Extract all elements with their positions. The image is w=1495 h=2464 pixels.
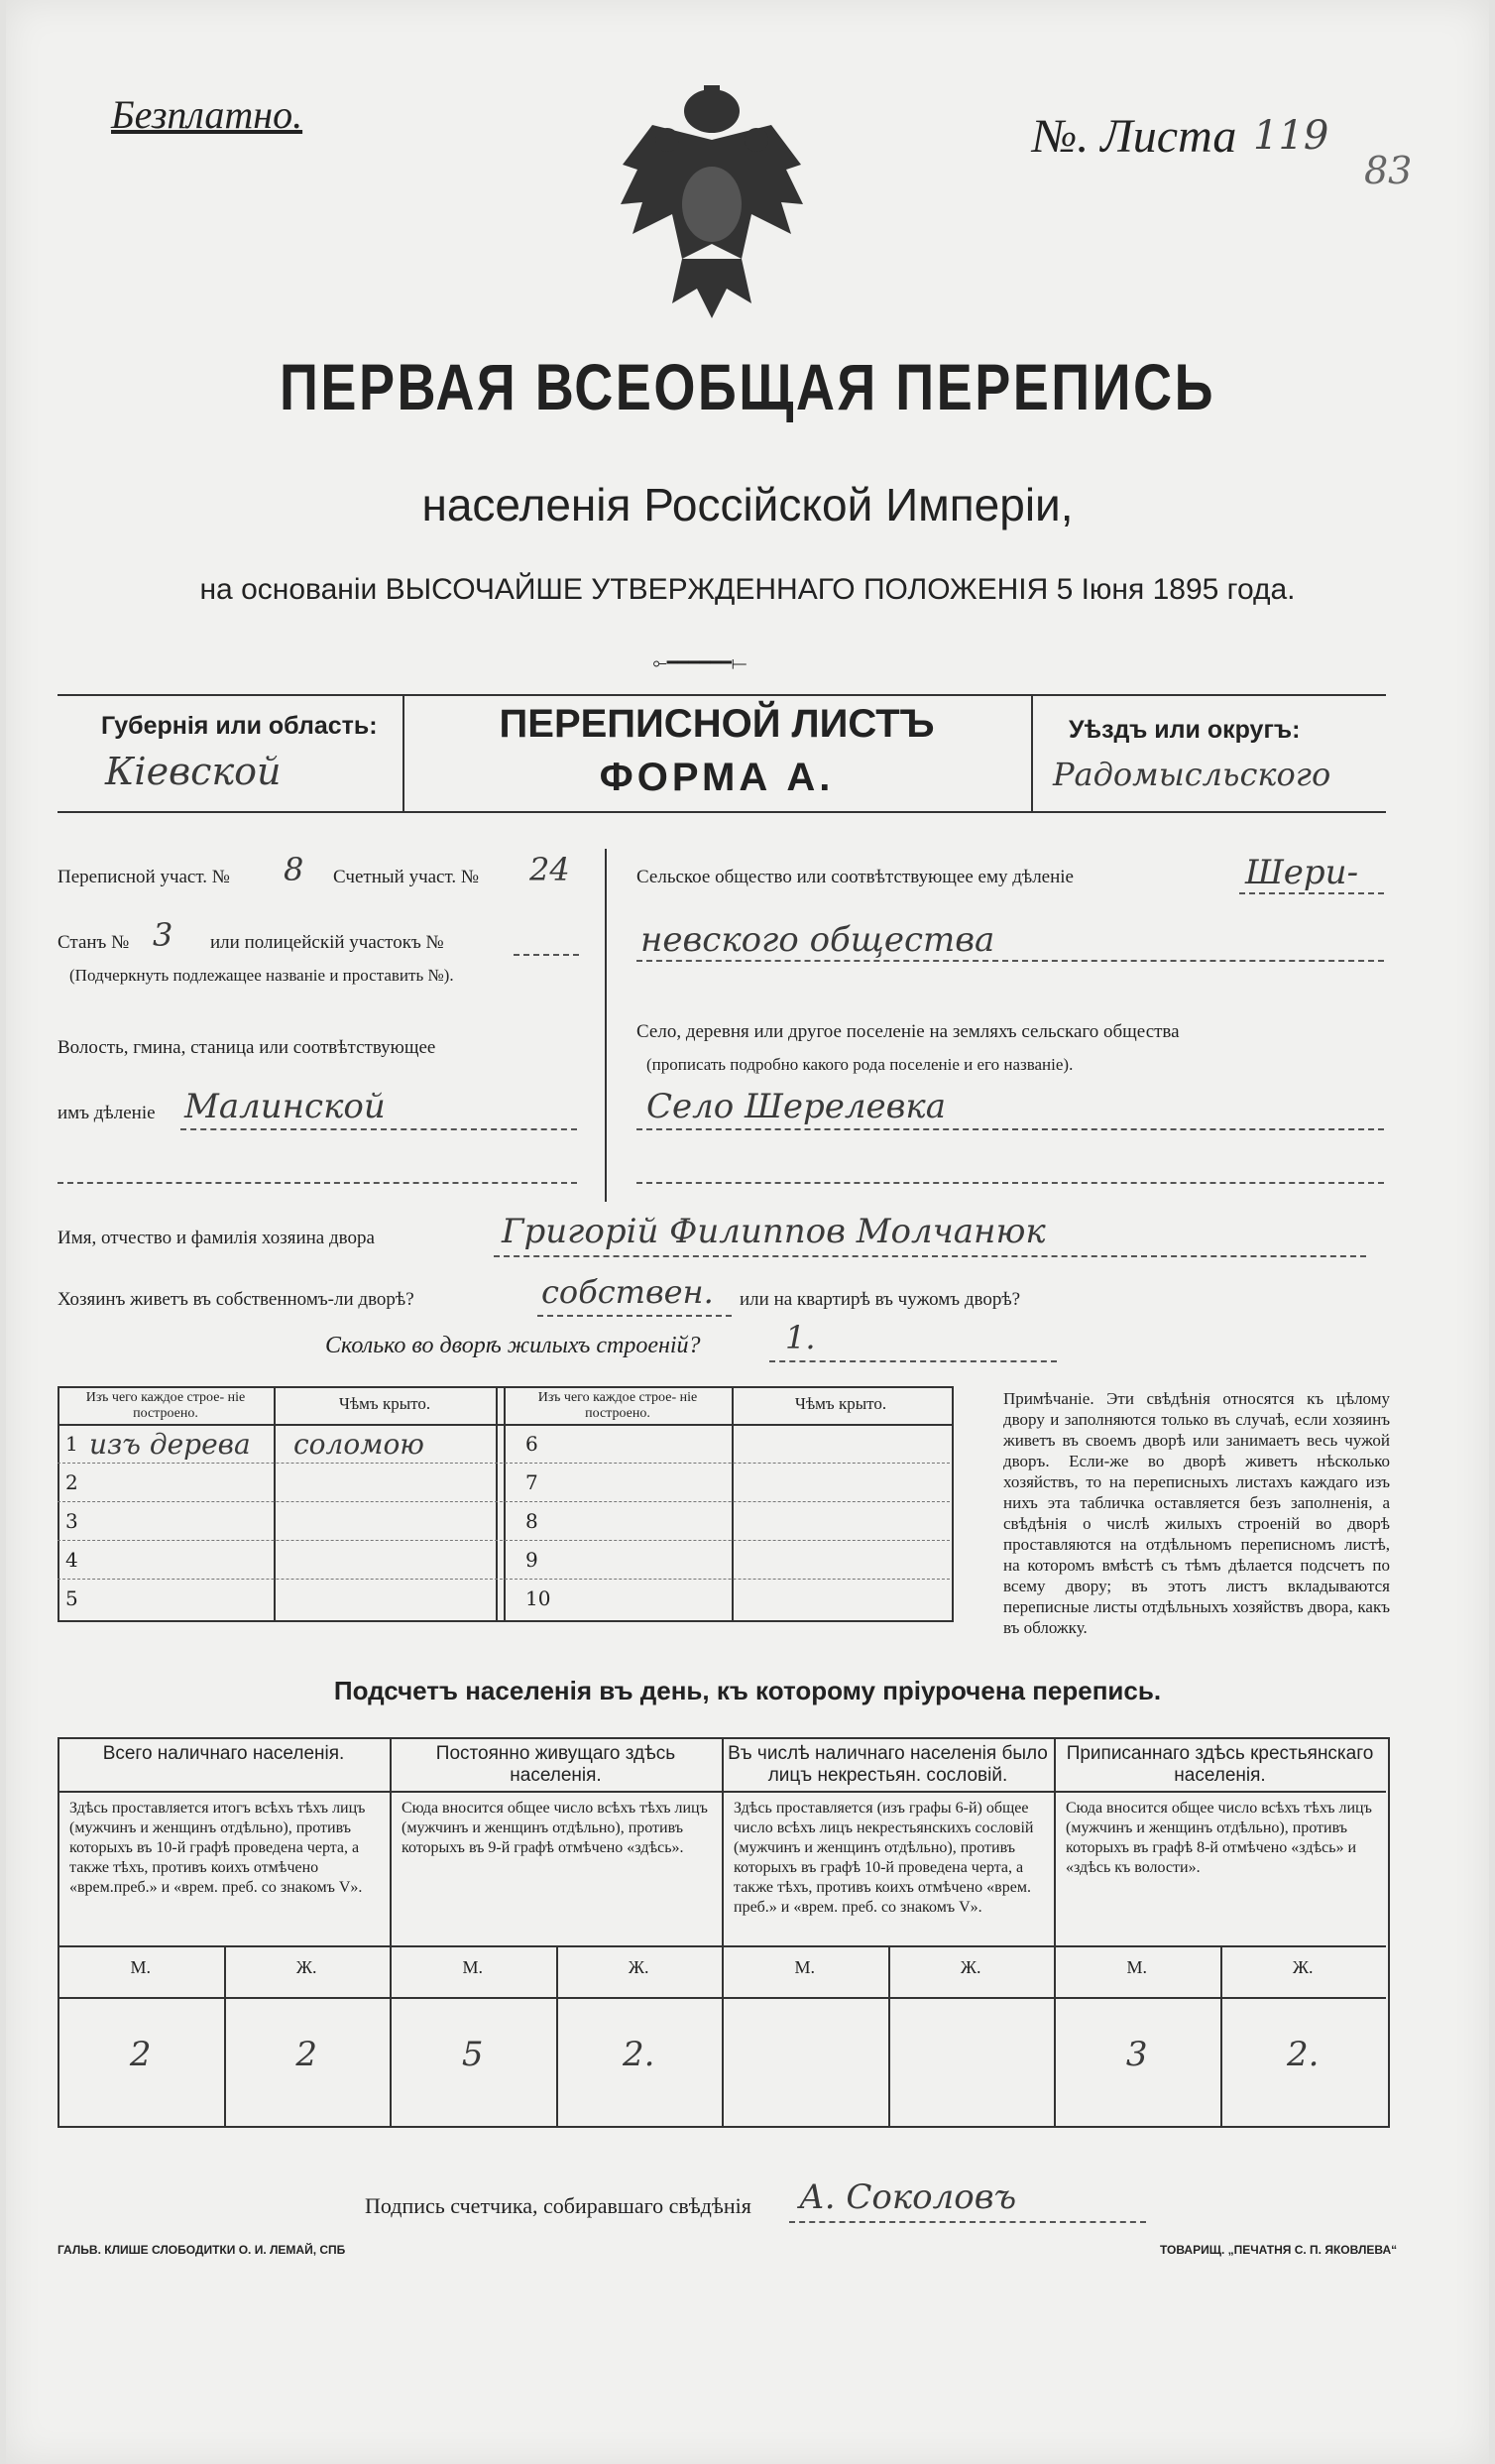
gubernia-value: Кіевской: [105, 750, 282, 793]
basis-line: на основаніи ВЫСОЧАЙШЕ УТВЕРЖДЕННАГО ПОЛОЖЕНІЯ 5 Іюня 1895 года.: [199, 573, 1296, 606]
perepisnoi-label: Переписной участ. №: [58, 867, 230, 887]
obshchestvo-value-1: Шери-: [1245, 853, 1359, 892]
lives-label: Хозяинъ живетъ въ собственномъ-ли дворѣ?: [58, 1289, 414, 1310]
count-f-value: 2.: [623, 2035, 655, 2074]
schetny-value: 24: [529, 851, 570, 888]
count-m-label: М.: [130, 1957, 151, 1977]
count-col-head: Приписаннаго здѣсь крестьянскаго населенія.: [1066, 1743, 1374, 1786]
count-col-head: Въ числѣ наличнаго населенія было лицъ некрестьян. сословій.: [728, 1743, 1048, 1786]
count-m-label: М.: [1126, 1957, 1147, 1977]
bt-left-row-number: 4: [65, 1548, 78, 1572]
selo-value: Село Шерелевка: [646, 1087, 946, 1126]
bt-right-row-number: 8: [525, 1509, 538, 1533]
corner-number: 83: [1364, 149, 1413, 192]
main-title: ПЕРВАЯ ВСЕОБЩАЯ ПЕРЕПИСЬ: [280, 350, 1215, 423]
lives-value: собствен.: [541, 1273, 714, 1311]
count-col-head: Всего наличнаго населенія.: [102, 1743, 345, 1764]
buildings-value: 1.: [785, 1319, 816, 1356]
obshchestvo-value-2: невского общества: [640, 920, 995, 960]
volost-value: Малинской: [184, 1087, 386, 1126]
bt-row1-material: изъ дерева: [89, 1428, 251, 1461]
count-f-label: Ж.: [628, 1957, 649, 1977]
underline-note: (Подчеркнуть подлежащее названіе и проставить №).: [69, 966, 454, 985]
free-label: Безплатно.: [111, 92, 303, 137]
census-sheet: [6, 0, 1489, 2464]
imperial-eagle-icon: [613, 85, 811, 323]
count-f-label: Ж.: [295, 1957, 317, 1977]
perepisnoi-value: 8: [284, 851, 304, 888]
count-col-desc: Сюда вносится общее число всѣхъ тѣхъ лицъ (мужчинъ и женщинъ отдѣльно), противъ которыхъ въ 9-й графѣ отмѣчено «здѣсь».: [402, 1800, 708, 1856]
count-col-divider: [722, 1737, 724, 2126]
lives-label-2: или на квартирѣ въ чужомъ дворѣ?: [740, 1289, 1021, 1310]
count-f-label: Ж.: [960, 1957, 981, 1977]
bt-col1-header: Изъ чего каждое строе- ніе построено.: [85, 1390, 246, 1421]
bt-col3-header: Изъ чего каждое строе- ніе построено.: [537, 1390, 698, 1421]
volost-label: Волость, гмина, станица или соотвѣтствующее: [58, 1037, 436, 1058]
count-col-desc: Здѣсь проставляется итогъ всѣхъ тѣхъ лицъ (мужчинъ и женщинъ отдѣльно), противъ которыхъ въ 10-й графѣ проведена черта, а также тѣхъ, противъ коихъ отмѣчено «врем.преб.» и «врем. преб. со знакомъ V».: [69, 1800, 366, 1896]
bt-col2-header: Чѣмъ крыто.: [338, 1394, 431, 1413]
stan-label: Станъ №: [58, 932, 130, 953]
count-m-label: М.: [794, 1957, 815, 1977]
schetny-label: Счетный участ. №: [333, 867, 479, 887]
bt-row-divider: [58, 1579, 950, 1580]
sheet-number-value: 119: [1253, 113, 1329, 159]
bt-left-row-number: 5: [65, 1586, 78, 1610]
bt-row1-roof: соломою: [293, 1428, 424, 1461]
sheet-number-label: №. Листа: [1032, 110, 1237, 163]
count-f-value: 2: [295, 2035, 318, 2074]
bt-right-row-number: 10: [525, 1586, 551, 1610]
footer-right: ТОВАРИЩ. „ПЕЧАТНЯ С. П. ЯКОВЛЕВА“: [1160, 2243, 1398, 2257]
bt-left-row-number: 2: [65, 1470, 78, 1494]
owner-name-label: Имя, отчество и фамилія хозяина двора: [58, 1228, 375, 1248]
note-text: Примѣчаніе. Эти свѣдѣнія относятся къ цѣлому двору и заполняются только въ случаѣ, если хозяинъ живетъ въ своемъ дворѣ или занимаетъ весь чужой дворъ. Если-же во дворѣ живетъ нѣсколько хозяйствъ, то на переписныхъ листахъ каждаго изъ нихъ эта табличка оставляется безъ заполненія, а свѣдѣнія о числѣ жилыхъ строеній во дворѣ проставляются на отдѣльномъ переписномъ листѣ, на которомъ вмѣстѣ съ тѣмъ дѣлается подсчетъ по всему двору; въ этотъ листъ вкладываются переписные листы отдѣльныхъ хозяйствъ двора, какъ въ обложку.: [1003, 1389, 1390, 1637]
form-letter: ФОРМА А.: [599, 756, 835, 799]
bt-right-row-number: 7: [525, 1470, 538, 1494]
bt-row-divider: [58, 1540, 950, 1541]
bt-left-row-number: 1: [65, 1432, 78, 1456]
bt-row-divider: [58, 1501, 950, 1502]
obshchestvo-label: Сельское общество или соотвѣтствующее ему дѣленіе: [636, 867, 1074, 887]
subtitle: населенія Россійской Имперіи,: [421, 479, 1074, 530]
bt-right-row-number: 6: [525, 1432, 538, 1456]
uezd-value: Радомысльского: [1053, 756, 1331, 793]
volost-label-2: имъ дѣленіе: [58, 1103, 156, 1123]
bt-row-divider: [58, 1463, 950, 1464]
buildings-label: Сколько во дворѣ жилыхъ строеній?: [325, 1333, 701, 1358]
count-col-desc: Здѣсь проставляется (изъ графы 6-й) общее число всѣхъ лицъ некрестьянскихъ сословій (мужчинъ и женщинъ отдѣльно), противъ которыхъ въ графѣ 10-й проведена черта, а также тѣхъ, противъ коихъ отмѣчено «врем. преб.» и «врем. преб. со знакомъ V».: [734, 1800, 1034, 1916]
selo-label: Село, деревня или другое поселеніе на земляхъ сельскаго общества: [636, 1021, 1180, 1042]
bt-right-row-number: 9: [525, 1548, 538, 1572]
count-f-label: Ж.: [1292, 1957, 1314, 1977]
count-col-desc: Сюда вносится общее число всѣхъ тѣхъ лицъ (мужчинъ и женщинъ отдѣльно), противъ которыхъ въ графѣ 8-й отмѣчено «здѣсь» и «здѣсь къ волости».: [1066, 1800, 1372, 1876]
count-m-label: М.: [462, 1957, 483, 1977]
count-m-value: 2: [129, 2035, 152, 2074]
count-title: Подсчетъ населенія въ день, къ которому пріурочена перепись.: [333, 1676, 1162, 1705]
count-f-value: 2.: [1287, 2035, 1320, 2074]
ornament-divider: ⟜━━━━━━⟝: [652, 652, 748, 673]
stan-value: 3: [153, 916, 173, 954]
owner-name-value: Григорій Филиппов Молчанюк: [502, 1212, 1046, 1251]
gubernia-label: Губернія или область:: [101, 712, 378, 740]
police-label: или полицейскій участокъ №: [210, 932, 444, 953]
form-title: ПЕРЕПИСНОЙ ЛИСТЪ: [499, 702, 935, 746]
count-m-value: 5: [461, 2035, 484, 2074]
count-col-head: Постоянно живущаго здѣсь населенія.: [435, 1743, 676, 1786]
selo-note: (прописать подробно какого рода поселеніе и его названіе).: [646, 1055, 1074, 1074]
signature-value: А. Соколовъ: [799, 2177, 1017, 2217]
bt-left-row-number: 3: [65, 1509, 78, 1533]
footer-left: ГАЛЬВ. КЛИШЕ СЛОБОДИТКИ О. И. ЛЕМАЙ, СПБ: [58, 2243, 346, 2257]
bt-col4-header: Чѣмъ крыто.: [794, 1394, 887, 1413]
signature-label: Подпись счетчика, собиравшаго свѣдѣнія: [365, 2193, 751, 2218]
count-m-value: 3: [1125, 2035, 1148, 2074]
uezd-label: Уѣздъ или округъ:: [1069, 716, 1301, 744]
